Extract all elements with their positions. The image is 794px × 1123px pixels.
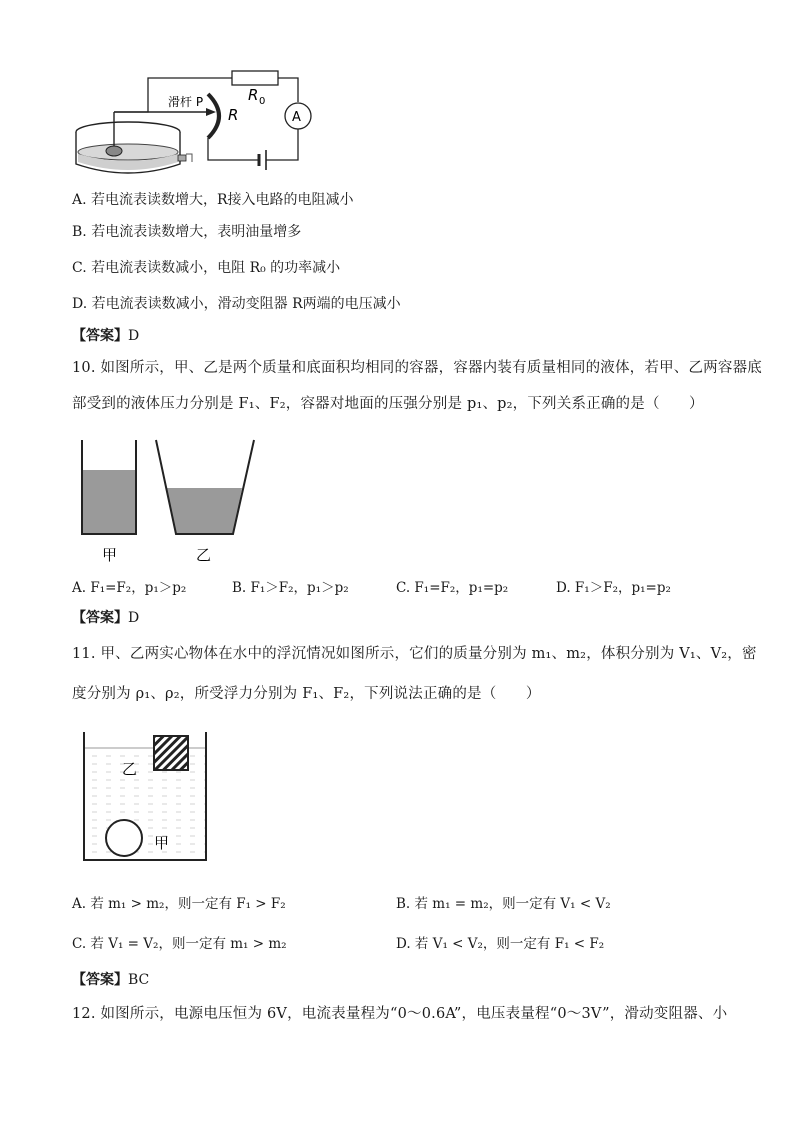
q10-stem-line2: 部受到的液体压力分别是 F₁、F₂，容器对地面的压强分别是 p₁、p₂，下列关系正确的是（ ） (72, 396, 704, 412)
r0-label: R (248, 86, 259, 104)
container-yi (156, 440, 254, 534)
r-label: R (228, 106, 239, 124)
answer-label: 【答案】 (72, 972, 128, 988)
q10-option-a: A. F₁=F₂，p₁＞p₂ (72, 580, 187, 596)
object-jia-ball (106, 820, 142, 856)
q10-stem-line1: 10. 如图所示，甲、乙是两个质量和底面积均相同的容器，容器内装有质量相同的液体，若甲、乙两容器底 (72, 360, 762, 376)
q9-option-c: C. 若电流表读数减小，电阻 R₀ 的功率减小 (72, 260, 341, 276)
q11-stem-line2: 度分别为 ρ₁、ρ₂，所受浮力分别为 F₁、F₂，下列说法正确的是（ ） (72, 686, 541, 702)
q11-option-d: D. 若 V₁ < V₂，则一定有 F₁ < F₂ (396, 936, 605, 952)
answer-label: 【答案】 (72, 610, 128, 626)
q11-option-c: C. 若 V₁ = V₂，则一定有 m₁ > m₂ (72, 936, 287, 952)
oil-tank (76, 122, 192, 173)
container-jia (82, 440, 136, 534)
q9-option-b: B. 若电流表读数增大，表明油量增多 (72, 224, 302, 240)
q11-water-tank-figure (76, 728, 216, 864)
q11-answer (72, 970, 149, 990)
answer-value: D (128, 610, 140, 626)
label-yi: 乙 (122, 760, 138, 778)
oil-gauge-circuit-figure (70, 58, 340, 178)
q9-answer (72, 326, 139, 346)
label-jia: 甲 (102, 546, 118, 564)
slider-label: 滑杆 P (168, 95, 204, 109)
label-yi: 乙 (196, 546, 212, 564)
answer-value: BC (128, 972, 150, 988)
label-jia: 甲 (154, 834, 170, 852)
ammeter-label: A (292, 110, 301, 125)
q10-option-b: B. F₁＞F₂，p₁＞p₂ (232, 580, 349, 596)
resistor-r0 (232, 71, 278, 85)
q11-option-b: B. 若 m₁ = m₂，则一定有 V₁ < V₂ (396, 896, 611, 912)
q11-stem-line1: 11. 甲、乙两实心物体在水中的浮沉情况如图所示，它们的质量分别为 m₁、m₂，体积分别为 V₁、V₂，密 (72, 646, 757, 662)
q10-option-d: D. F₁＞F₂，p₁=p₂ (556, 580, 671, 596)
answer-value: D (128, 328, 140, 344)
q9-option-d: D. 若电流表读数减小，滑动变阻器 R两端的电压减小 (72, 296, 401, 312)
answer-label: 【答案】 (72, 328, 128, 344)
q10-option-c: C. F₁=F₂，p₁=p₂ (396, 580, 509, 596)
q12-stem-line1: 12. 如图所示，电源电压恒为 6V，电流表量程为“0～0.6A”，电压表量程“0～3V”，滑动变阻器、小 (72, 1006, 728, 1022)
r0-subscript: 0 (259, 96, 266, 107)
variable-resistor-r (208, 94, 219, 138)
object-yi-block (154, 736, 188, 770)
q10-answer (72, 608, 139, 628)
q11-option-a: A. 若 m₁ > m₂，则一定有 F₁ > F₂ (72, 896, 286, 912)
q9-option-a: A. 若电流表读数增大，R接入电路的电阻减小 (72, 192, 354, 208)
q10-containers-figure (72, 432, 292, 572)
